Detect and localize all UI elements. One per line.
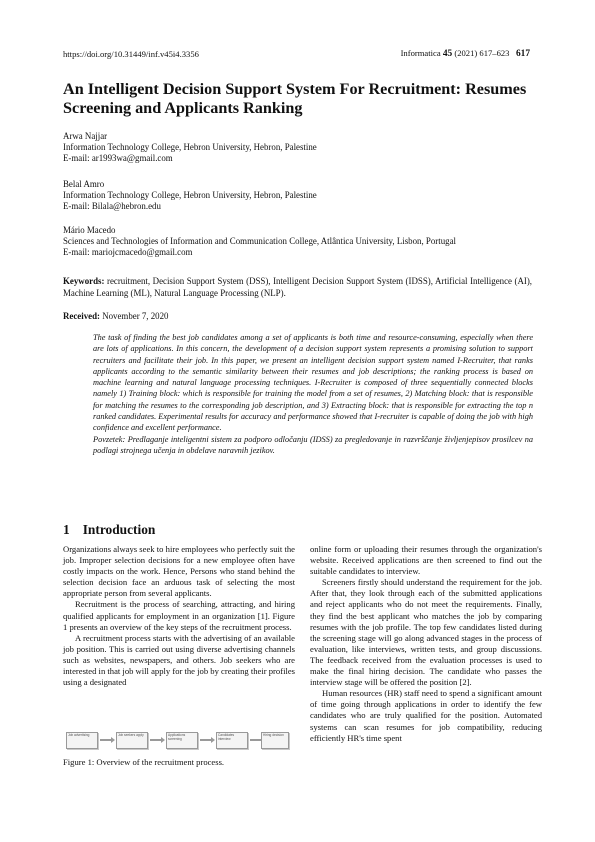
section-title: Introduction <box>82 522 156 537</box>
author-affiliation: Information Technology College, Hebron University, Hebron, Palestine <box>63 142 317 153</box>
section-heading <box>63 522 155 538</box>
abstract-slovene: Povzetek: Predlaganje inteligentni sistem za podporo odločanju (IDSS) za pregledovanje in razvrščanje življenjepisov prosilcev na podlagi strojnega učenja in obdelave naravnih jezikov. <box>93 434 533 455</box>
journal-name: Informatica <box>400 48 441 58</box>
recruitment-process-figure <box>66 729 289 753</box>
paragraph: Human resources (HR) staff need to spend a significant amount of time going through applications in order to identify the few candidates who are truly qualified for the position. Automated systems can scan resumes for job compatibility, reducing efficiently HR's time spent <box>310 688 542 743</box>
abstract-english: The task of finding the best job candidates among a set of applicants is both time and resource-consuming, especially when there are lots of applications. In this concern, the development of a decision support system represents a promising solution to support recruiters and facilitate their job. In this paper, we present an intelligent decision support system named I-Recruiter, that ranks applicants according to the semantic similarity between their resumes and job descriptions; the ranking process is based on machine learning and natural language processing techniques. I-Recruiter is composed of three sequentially connected blocks namely 1) Training block: which is responsible for training the model from a set of resumes, 2) Matching block: that is responsible for matching the resumes to the corresponding job description, and 3) Extracting block: that is responsible for extracting the top n ranked candidates. Experimental results for accuracy and performance showed that I-recruiter is capable of doing the job with high confidence and excellent performance. <box>93 333 533 433</box>
left-column <box>63 544 295 688</box>
page-number: 617 <box>515 49 530 59</box>
journal-header <box>401 48 530 59</box>
abstract <box>93 332 533 456</box>
section-number: 1 <box>63 522 70 537</box>
arrow-right-icon <box>150 739 162 741</box>
author-name: Belal Amro <box>63 179 105 189</box>
journal-year-pages: (2021) 617–623 <box>454 48 510 58</box>
author-name: Mário Macedo <box>63 225 116 235</box>
keywords-label: Keywords: <box>63 276 105 286</box>
author-block-3 <box>63 225 456 258</box>
received-label: Received: <box>63 311 100 321</box>
author-block-2 <box>63 179 317 212</box>
keywords-text: recruitment, Decision Support System (DSS), Intelligent Decision Support System (IDSS), Artificial Intelligence (AI), Machine Learning (ML), Natural Language Processing (NLP). <box>63 276 533 298</box>
paper-title: An Intelligent Decision Support System For Recruitment: Resumes Screening and Applicants Ranking <box>63 80 527 117</box>
received-date <box>63 311 169 321</box>
process-step-box: Candidates interview <box>216 732 248 749</box>
arrow-right-icon <box>100 739 112 741</box>
author-email: E-mail: ar1993wa@gmail.com <box>63 153 173 164</box>
author-email: E-mail: mariojcmacedo@gmail.com <box>63 247 193 258</box>
arrow-right-icon <box>200 739 212 741</box>
author-block-1 <box>63 131 317 164</box>
doi-link[interactable]: https://doi.org/10.31449/inf.v45i4.3356 <box>63 49 199 59</box>
paragraph: A recruitment process starts with the advertising of an available job position. This is carried out using diverse advertising channels such as websites, newspapers, and others. Job seekers who are interested in that job will apply for the job by creating their profiles using a designated <box>63 632 295 688</box>
process-step-box: Job advertising <box>66 732 98 749</box>
paragraph: online form or uploading their resumes through the organization's website. Received applications are then screened to find out the suitable candidates to interview. <box>310 544 542 577</box>
figure-caption: Figure 1: Overview of the recruitment process. <box>63 757 225 767</box>
paragraph: Screeners firstly should understand the requirement for the job. After that, they look through each of the submitted applications and reject applicants who do not meet the requirements. Finally, they find the best applicant who matches the job by comparing resumes with the job profile. The top few candidates listed during the screening stage will go along advanced stages in the process of evaluation, like interviews, written tests, and group discussions. The feedback received from the evaluation processes is used to make the final hiring decision. The candidate who passes the interview stage will be offered the position [2]. <box>310 577 542 688</box>
received-value: November 7, 2020 <box>102 311 169 321</box>
journal-volume: 45 <box>442 49 453 59</box>
paragraph: Organizations always seek to hire employees who perfectly suit the job. Improper selection decisions for a new employee often have costly impacts on the work. Hence, Persons who stand behind the selection decision face an arduous task of selecting the most appropriate person from several applicants. <box>63 544 295 599</box>
keywords <box>63 275 532 299</box>
author-email: E-mail: Bilala@hebron.edu <box>63 201 161 212</box>
process-step-box: Hiring decision <box>261 732 289 749</box>
right-column <box>310 544 542 744</box>
author-affiliation: Information Technology College, Hebron University, Hebron, Palestine <box>63 190 317 201</box>
process-step-box: Applications screening <box>166 732 198 749</box>
author-name: Arwa Najjar <box>63 131 108 141</box>
author-affiliation: Sciences and Technologies of Information and Communication College, Atlântica University, Lisbon, Portugal <box>63 236 457 247</box>
paragraph: Recruitment is the process of searching, attracting, and hiring qualified applicants for employment in an organization [1]. Figure 1 presents an overview of the key steps of the recruitment process. <box>63 599 295 632</box>
process-step-box: Job seekers apply <box>116 732 148 749</box>
